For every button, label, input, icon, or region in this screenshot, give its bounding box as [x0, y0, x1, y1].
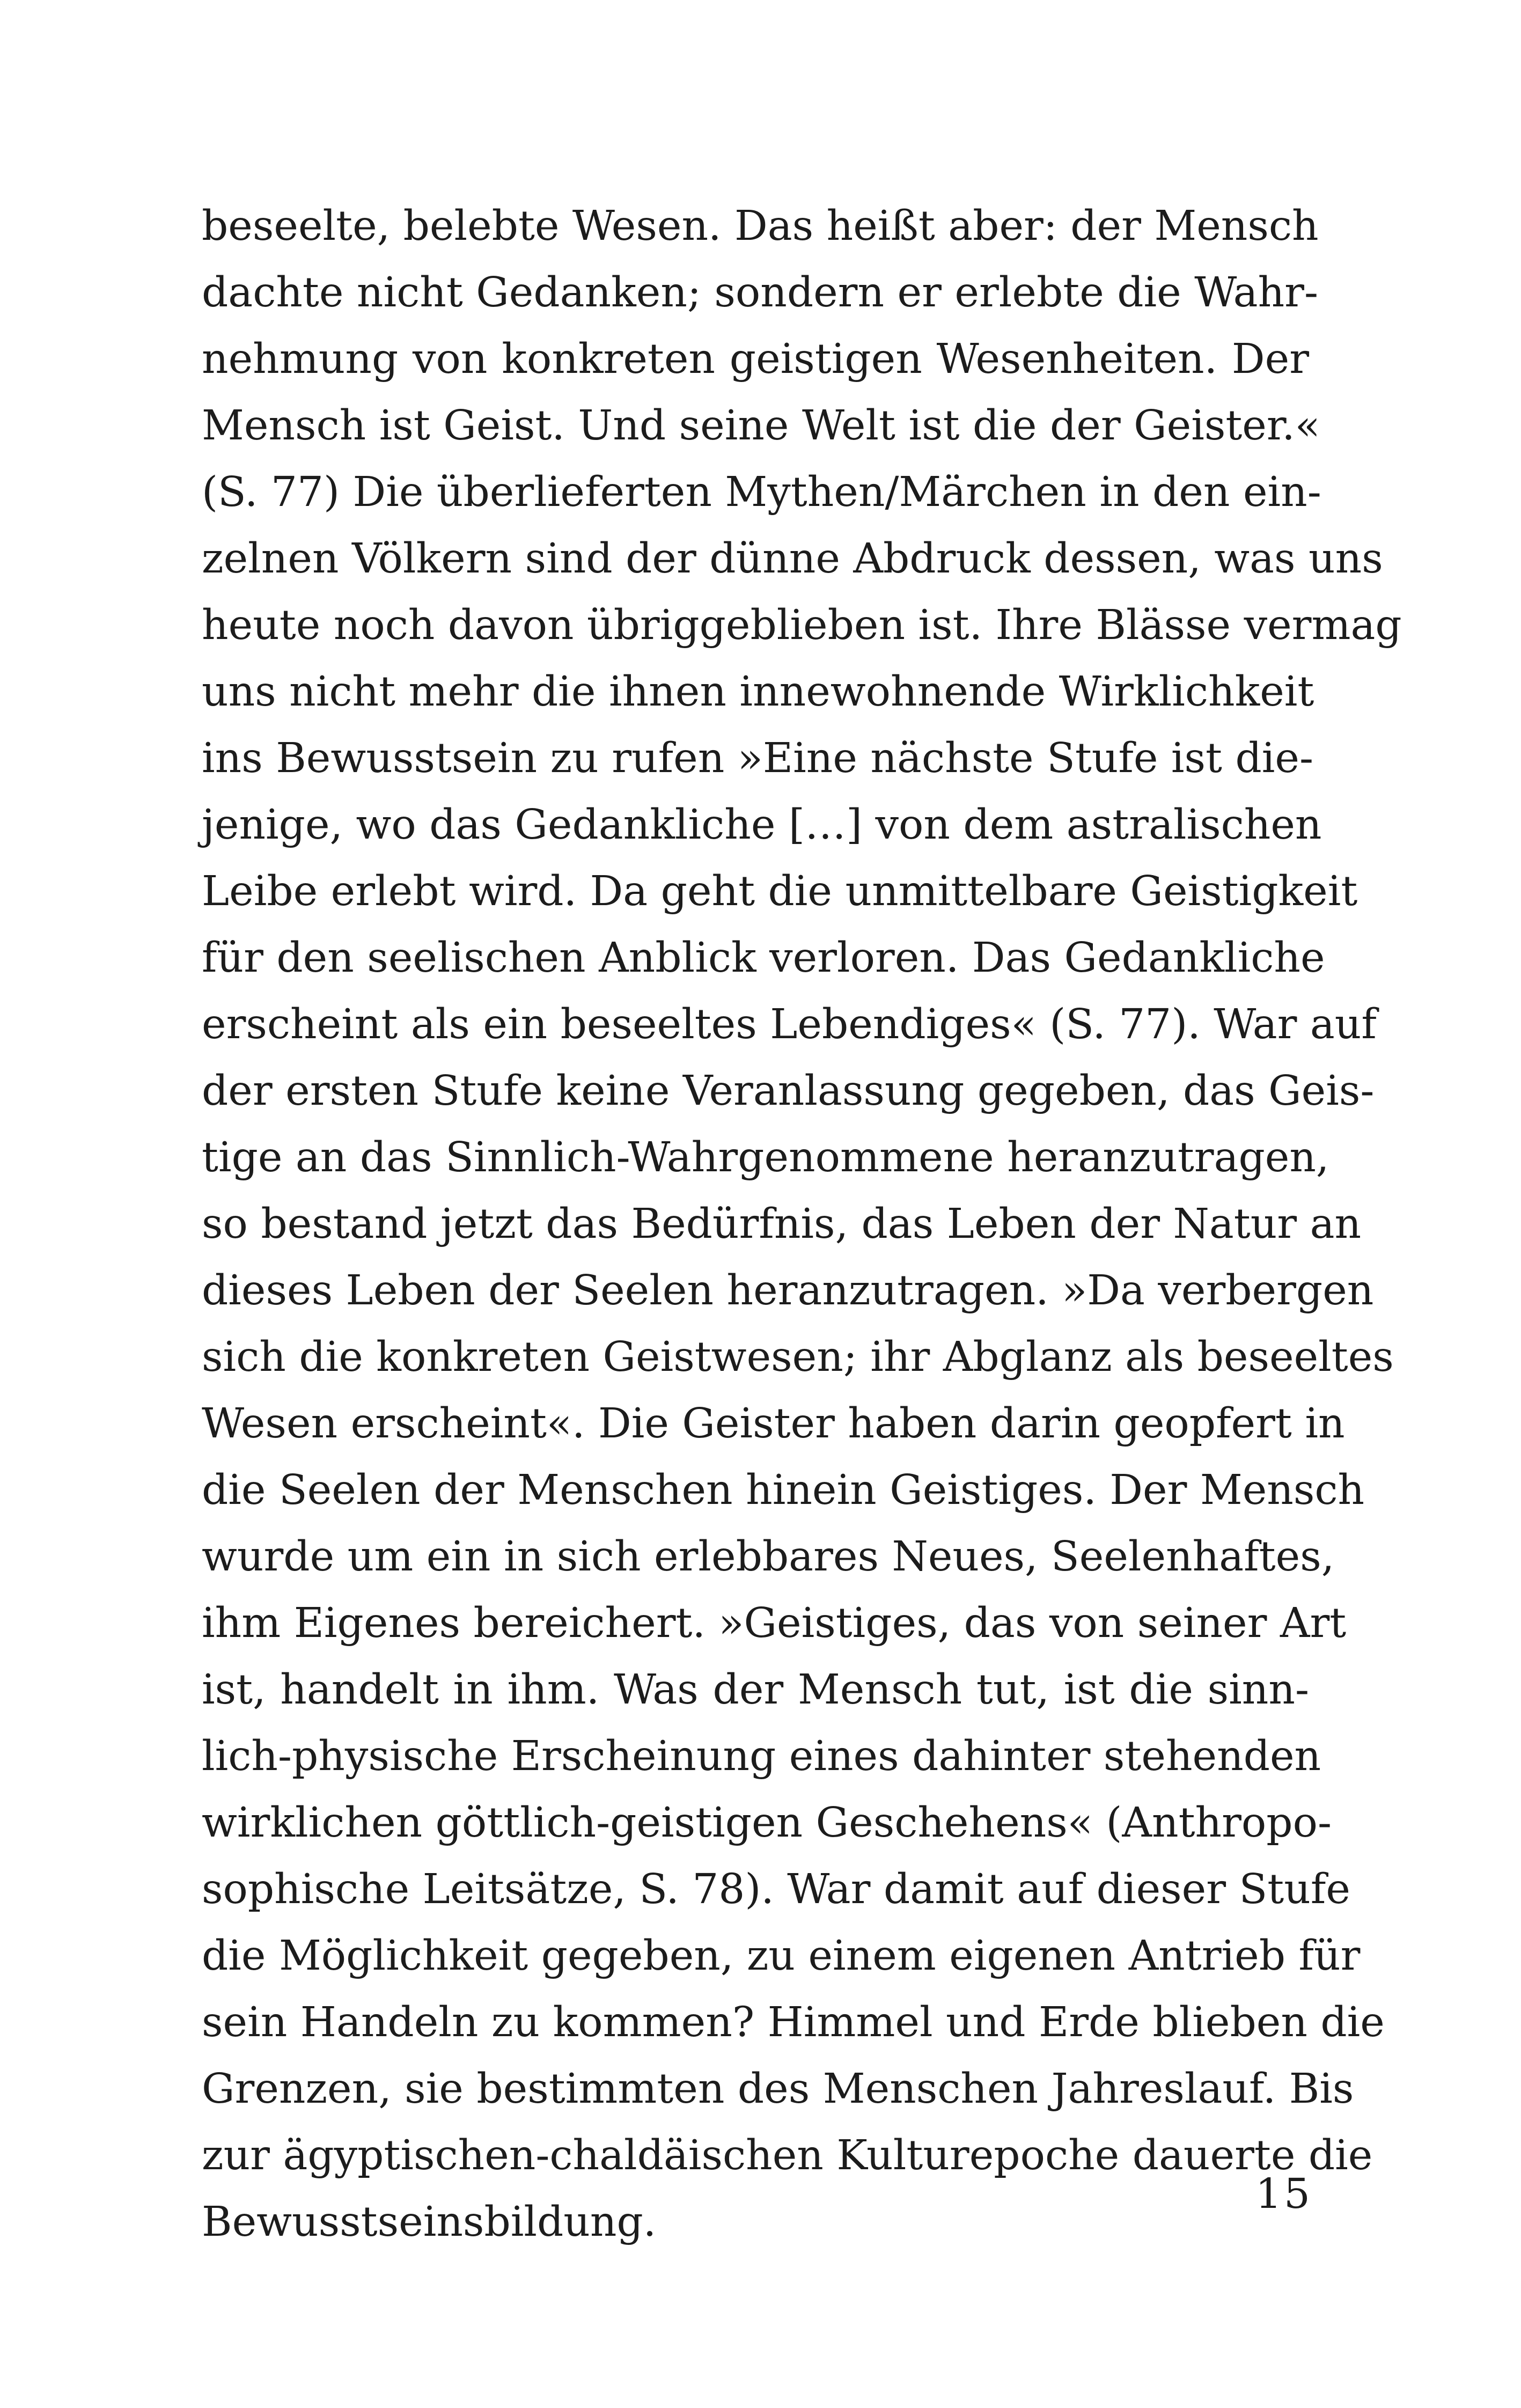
- text-line: wurde um ein in sich erlebbares Neues, Seelenhaftes,: [202, 1533, 1335, 1581]
- text-line: für den seelischen Anblick verloren. Das Gedankliche: [202, 934, 1325, 982]
- text-line: ins Bewusstsein zu rufen »Eine nächste Stufe ist die-: [202, 735, 1313, 782]
- text-line: Grenzen, sie bestimmten des Menschen Jahreslauf. Bis: [202, 2065, 1354, 2113]
- text-line: (S. 77) Die überlieferten Mythen/Märchen in den ein-: [202, 468, 1321, 516]
- text-line-last: Bewusstseinsbildung.: [202, 2198, 657, 2246]
- text-line: beseelte, belebte Wesen. Das heißt aber: der Mensch: [202, 202, 1319, 250]
- text-line: die Möglichkeit gegeben, zu einem eigenen Antrieb für: [202, 1932, 1361, 1980]
- text-line: der ersten Stufe keine Veranlassung gegeben, das Geis-: [202, 1067, 1375, 1115]
- text-line: dachte nicht Gedanken; sondern er erlebte die Wahr-: [202, 269, 1318, 317]
- text-line: Mensch ist Geist. Und seine Welt ist die der Geister.«: [202, 402, 1320, 450]
- body-text: [202, 193, 1402, 2256]
- text-line: die Seelen der Menschen hinein Geistiges. Der Mensch: [202, 1466, 1365, 1514]
- text-line: uns nicht mehr die ihnen innewohnende Wirklichkeit: [202, 668, 1314, 716]
- text-line: Leibe erlebt wird. Da geht die unmittelbare Geistigkeit: [202, 868, 1358, 915]
- text-line: sein Handeln zu kommen? Himmel und Erde blieben die: [202, 1999, 1385, 2046]
- text-line: sich die konkreten Geistwesen; ihr Abglanz als beseeltes: [202, 1333, 1394, 1381]
- text-line: so bestand jetzt das Bedürfnis, das Leben der Natur an: [202, 1200, 1362, 1248]
- text-line: heute noch davon übriggeblieben ist. Ihre Blässe vermag: [202, 601, 1402, 649]
- text-line: ist, handelt in ihm. Was der Mensch tut, ist die sinn-: [202, 1666, 1309, 1714]
- text-line: sophische Leitsätze, S. 78). War damit auf dieser Stufe: [202, 1866, 1350, 1913]
- text-line: zur ägyptischen-chaldäischen Kulturepoche dauerte die: [202, 2132, 1373, 2179]
- text-line: erscheint als ein beseeltes Lebendiges« (S. 77). War auf: [202, 1001, 1377, 1048]
- page-number: 15: [1255, 2170, 1312, 2218]
- text-line: ihm Eigenes bereichert. »Geistiges, das von seiner Art: [202, 1599, 1347, 1647]
- text-line: wirklichen göttlich-geistigen Geschehens« (Anthropo-: [202, 1799, 1332, 1847]
- text-line: dieses Leben der Seelen heranzutragen. »Da verbergen: [202, 1267, 1374, 1315]
- text-line: tige an das Sinnlich-Wahrgenommene heranzutragen,: [202, 1134, 1329, 1181]
- text-line: zelnen Völkern sind der dünne Abdruck dessen, was uns: [202, 535, 1383, 583]
- text-line: lich-physische Erscheinung eines dahinter stehenden: [202, 1732, 1321, 1780]
- text-line: Wesen erscheint«. Die Geister haben darin geopfert in: [202, 1400, 1345, 1448]
- text-line: nehmung von konkreten geistigen Wesenheiten. Der: [202, 335, 1309, 383]
- text-line: jenige, wo das Gedankliche […] von dem astralischen: [202, 801, 1322, 849]
